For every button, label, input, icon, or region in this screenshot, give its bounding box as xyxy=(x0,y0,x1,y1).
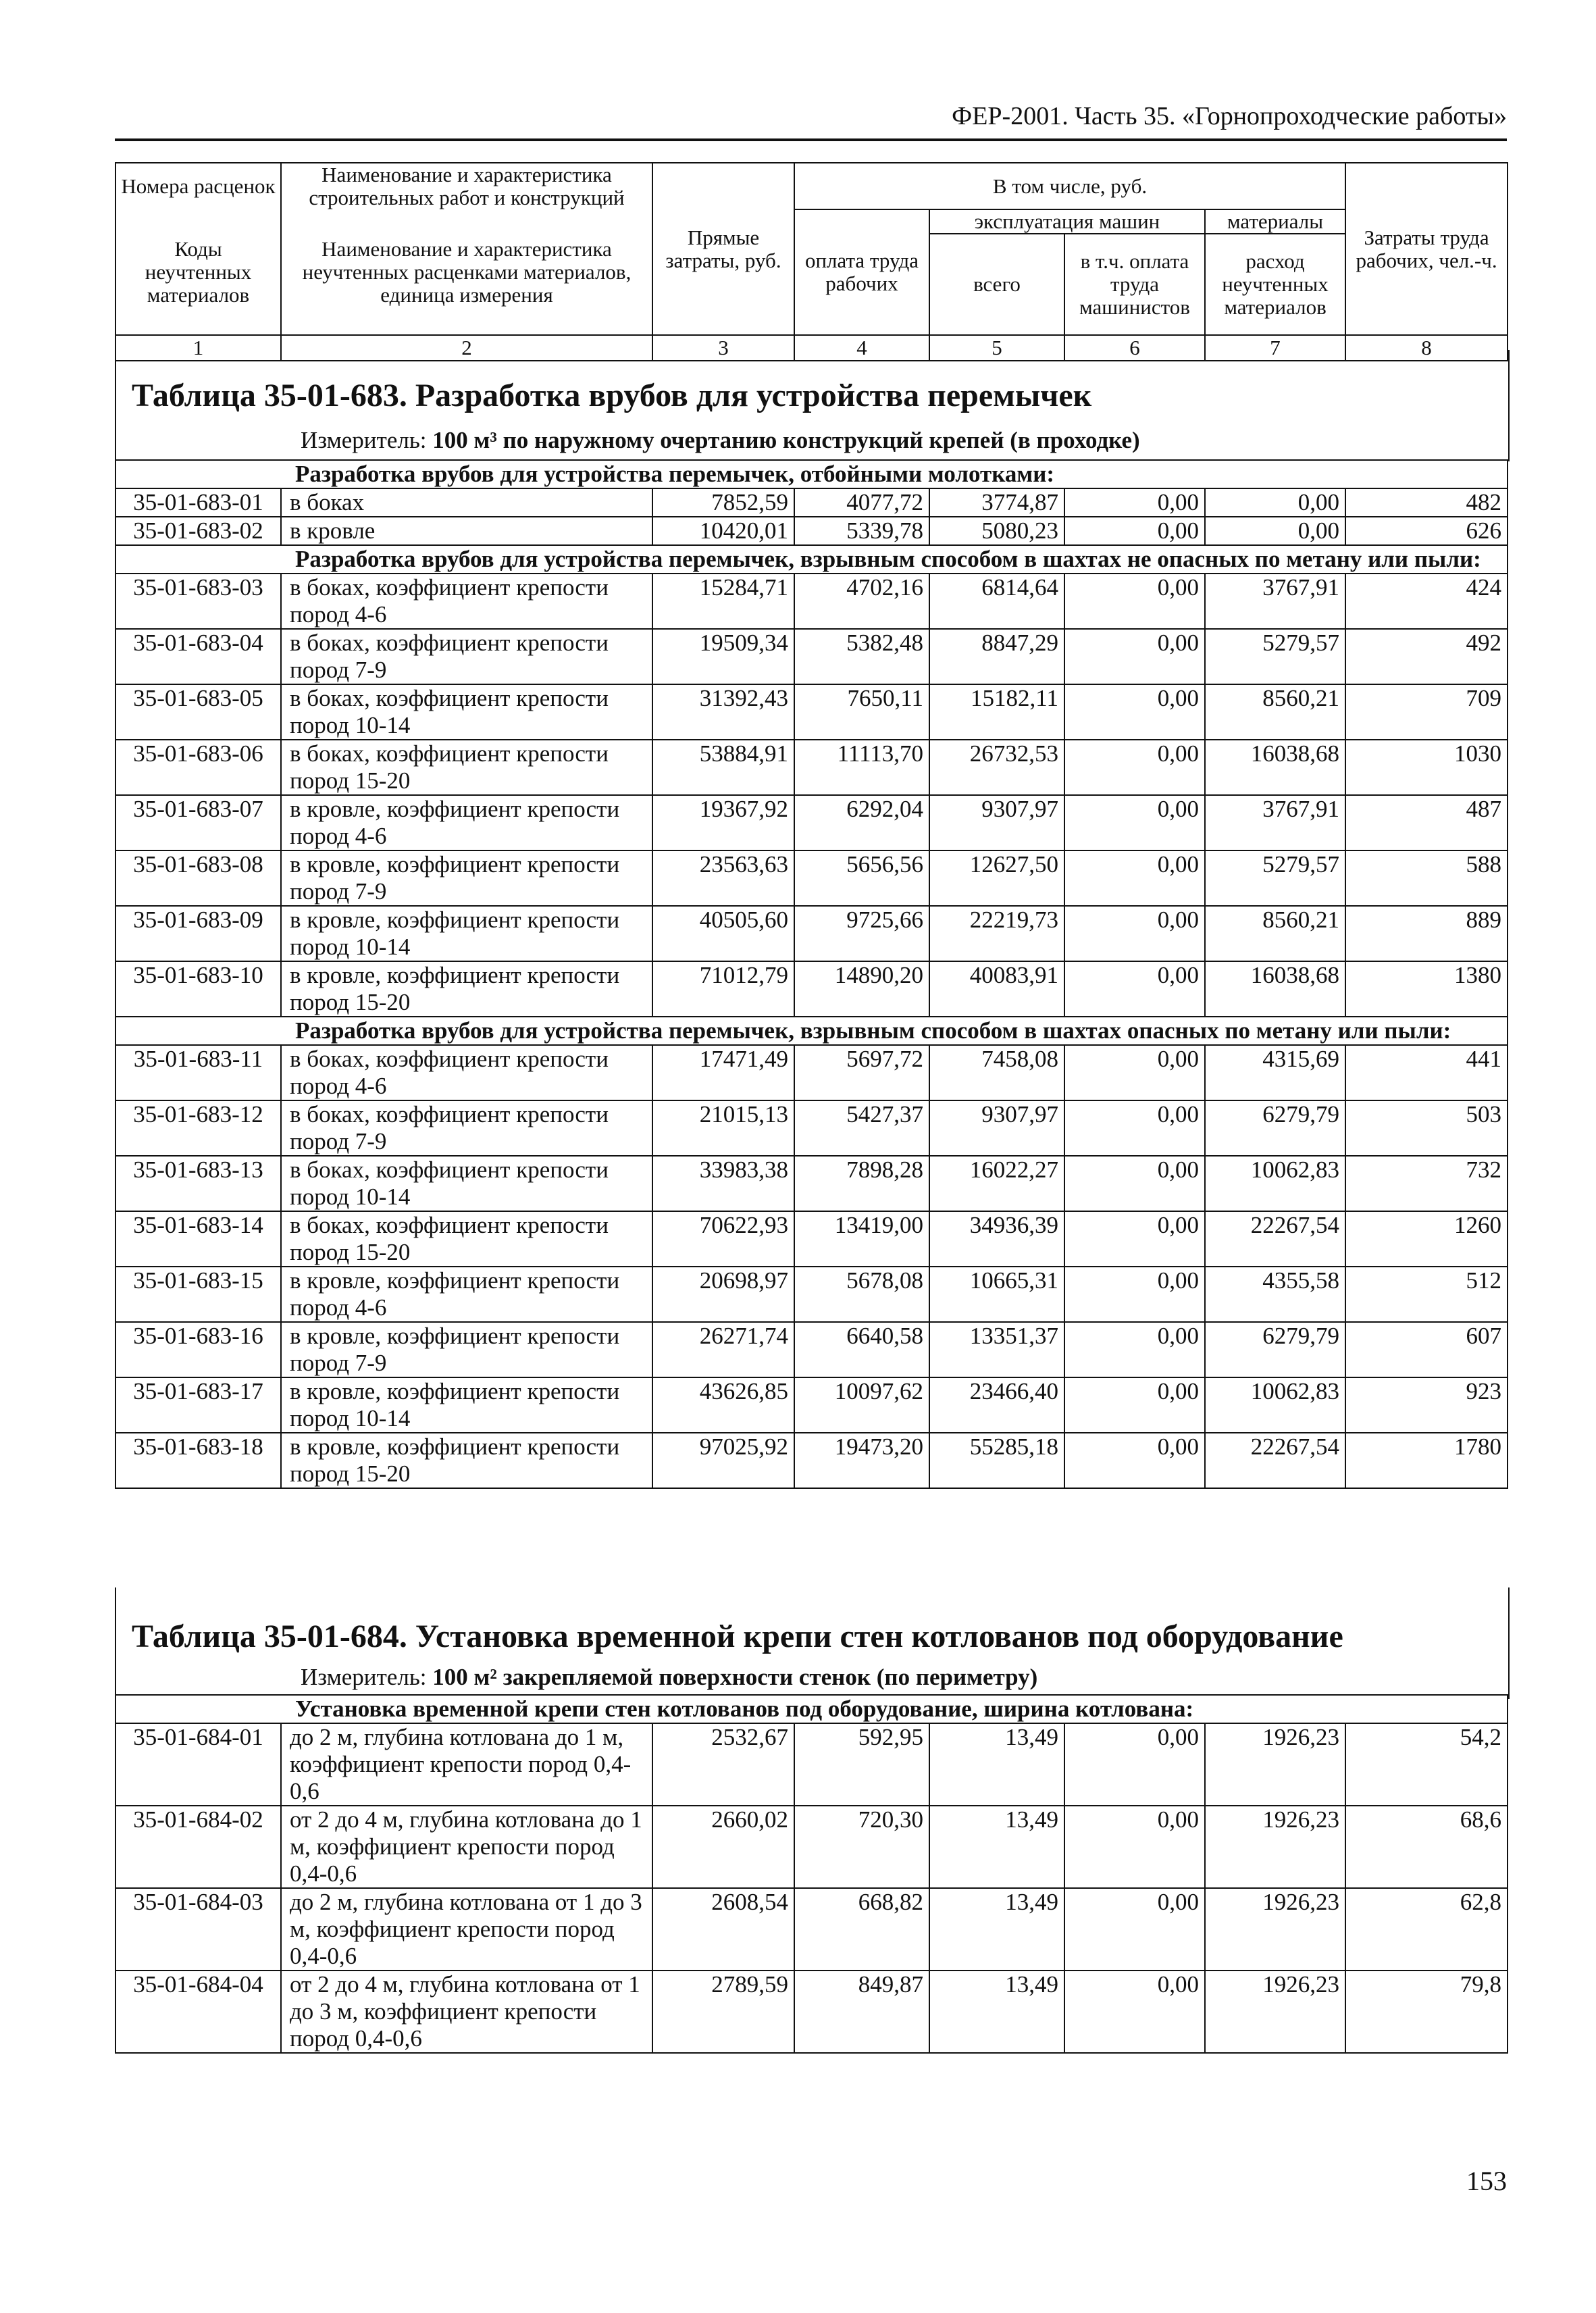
worker-wages-cell: 9725,66 xyxy=(794,906,929,961)
rate-code-cell: 35-01-683-03 xyxy=(115,574,281,629)
machinist-wages-cell: 0,00 xyxy=(1064,1888,1205,1971)
header-machines-total: всего xyxy=(929,234,1064,335)
table-row xyxy=(115,1971,1508,2053)
header-machinist-wages: в т.ч. оплата труда машинистов xyxy=(1064,234,1205,335)
direct-costs-cell: 97025,92 xyxy=(652,1433,794,1488)
table-row xyxy=(115,1045,1508,1100)
labor-costs-cell: 709 xyxy=(1345,684,1508,740)
measure-prefix: Измеритель: xyxy=(301,1664,433,1690)
table-row xyxy=(115,795,1508,850)
direct-costs-cell: 26271,74 xyxy=(652,1322,794,1377)
labor-costs-cell: 487 xyxy=(1345,795,1508,850)
rate-code-cell: 35-01-683-12 xyxy=(115,1100,281,1156)
materials-cell: 5279,57 xyxy=(1205,850,1345,906)
work-description-cell: в кровле, коэффициент крепости пород 15-20 xyxy=(281,961,652,1017)
worker-wages-cell: 668,82 xyxy=(794,1888,929,1971)
direct-costs-cell: 23563,63 xyxy=(652,850,794,906)
table-row xyxy=(115,517,1508,545)
rate-code-cell: 35-01-683-14 xyxy=(115,1211,281,1267)
header-including: В том числе, руб. xyxy=(794,163,1345,209)
machinist-wages-cell: 0,00 xyxy=(1064,1211,1205,1267)
direct-costs-cell: 53884,91 xyxy=(652,740,794,795)
materials-cell: 16038,68 xyxy=(1205,961,1345,1017)
measure-unit: 100 м³ по наружному очертанию конструкций крепей (в проходке) xyxy=(432,427,1140,453)
table-row xyxy=(115,1211,1508,1267)
machines-total-cell: 16022,27 xyxy=(929,1156,1064,1211)
materials-cell: 1926,23 xyxy=(1205,1971,1345,2053)
header-materials: материалы xyxy=(1205,209,1345,234)
machinist-wages-cell: 0,00 xyxy=(1064,740,1205,795)
rate-code-cell: 35-01-683-13 xyxy=(115,1156,281,1211)
labor-costs-cell: 1260 xyxy=(1345,1211,1508,1267)
machinist-wages-cell: 0,00 xyxy=(1064,795,1205,850)
materials-cell: 16038,68 xyxy=(1205,740,1345,795)
machines-total-cell: 3774,87 xyxy=(929,488,1064,517)
work-description-cell: от 2 до 4 м, глубина котлована от 1 до 3 м, коэффициент крепости пород 0,4-0,6 xyxy=(281,1971,652,2053)
table-row xyxy=(115,1806,1508,1888)
section-title: Разработка врубов для устройства перемычек, взрывным способом в шахтах опасных по метану или пыли: xyxy=(115,1017,1508,1045)
labor-costs-cell: 79,8 xyxy=(1345,1971,1508,2053)
rate-code-cell: 35-01-684-02 xyxy=(115,1806,281,1888)
worker-wages-cell: 7898,28 xyxy=(794,1156,929,1211)
worker-wages-cell: 5427,37 xyxy=(794,1100,929,1156)
header-material-consumption: расход неучтенных материалов xyxy=(1205,234,1345,335)
table-row xyxy=(115,1888,1508,1971)
table-row xyxy=(115,488,1508,517)
machines-total-cell: 13,49 xyxy=(929,1806,1064,1888)
machinist-wages-cell: 0,00 xyxy=(1064,1100,1205,1156)
section-header-row xyxy=(115,1695,1508,1723)
worker-wages-cell: 6640,58 xyxy=(794,1322,929,1377)
header-material-codes: Коды неучтенных материалов xyxy=(115,209,281,335)
labor-costs-cell: 889 xyxy=(1345,906,1508,961)
header-labor-costs: Затраты труда рабочих, чел.-ч. xyxy=(1345,163,1508,335)
machines-total-cell: 55285,18 xyxy=(929,1433,1064,1488)
machinist-wages-cell: 0,00 xyxy=(1064,1156,1205,1211)
header-worker-wages: оплата труда рабочих xyxy=(794,209,929,335)
worker-wages-cell: 13419,00 xyxy=(794,1211,929,1267)
materials-cell: 8560,21 xyxy=(1205,906,1345,961)
materials-cell: 0,00 xyxy=(1205,488,1345,517)
labor-costs-cell: 492 xyxy=(1345,629,1508,684)
work-description-cell: в боках xyxy=(281,488,652,517)
work-description-cell: в кровле, коэффициент крепости пород 10-14 xyxy=(281,1377,652,1433)
worker-wages-cell: 5339,78 xyxy=(794,517,929,545)
work-description-cell: в кровле, коэффициент крепости пород 4-6 xyxy=(281,1267,652,1322)
machines-total-cell: 13,49 xyxy=(929,1971,1064,2053)
machines-total-cell: 7458,08 xyxy=(929,1045,1064,1100)
work-description-cell: в боках, коэффициент крепости пород 4-6 xyxy=(281,1045,652,1100)
rate-code-cell: 35-01-683-01 xyxy=(115,488,281,517)
worker-wages-cell: 720,30 xyxy=(794,1806,929,1888)
machinist-wages-cell: 0,00 xyxy=(1064,850,1205,906)
work-description-cell: в боках, коэффициент крепости пород 4-6 xyxy=(281,574,652,629)
table-684 xyxy=(115,1694,1508,2054)
materials-cell: 6279,79 xyxy=(1205,1100,1345,1156)
table-683-measure xyxy=(301,427,1140,454)
rate-code-cell: 35-01-683-06 xyxy=(115,740,281,795)
direct-costs-cell: 33983,38 xyxy=(652,1156,794,1211)
machines-total-cell: 40083,91 xyxy=(929,961,1064,1017)
table-row xyxy=(115,574,1508,629)
rate-code-cell: 35-01-684-03 xyxy=(115,1888,281,1971)
machinist-wages-cell: 0,00 xyxy=(1064,629,1205,684)
direct-costs-cell: 70622,93 xyxy=(652,1211,794,1267)
measure-prefix: Измеритель: xyxy=(301,427,433,453)
worker-wages-cell: 5382,48 xyxy=(794,629,929,684)
table-row xyxy=(115,906,1508,961)
work-description-cell: в кровле, коэффициент крепости пород 10-14 xyxy=(281,906,652,961)
direct-costs-cell: 40505,60 xyxy=(652,906,794,961)
rate-code-cell: 35-01-683-04 xyxy=(115,629,281,684)
section-title: Разработка врубов для устройства перемычек, отбойными молотками: xyxy=(115,460,1508,488)
direct-costs-cell: 2608,54 xyxy=(652,1888,794,1971)
machinist-wages-cell: 0,00 xyxy=(1064,1322,1205,1377)
machines-total-cell: 13351,37 xyxy=(929,1322,1064,1377)
column-number: 1 xyxy=(115,335,281,361)
worker-wages-cell: 5697,72 xyxy=(794,1045,929,1100)
work-description-cell: в боках, коэффициент крепости пород 10-14 xyxy=(281,1156,652,1211)
machines-total-cell: 8847,29 xyxy=(929,629,1064,684)
direct-costs-cell: 20698,97 xyxy=(652,1267,794,1322)
table-683-title: Таблица 35-01-683. Разработка врубов для устройства перемычек xyxy=(132,378,1092,413)
labor-costs-cell: 607 xyxy=(1345,1322,1508,1377)
machines-total-cell: 26732,53 xyxy=(929,740,1064,795)
header-direct-costs: Прямые затраты, руб. xyxy=(652,163,794,335)
column-header-table xyxy=(115,162,1508,361)
machinist-wages-cell: 0,00 xyxy=(1064,1377,1205,1433)
worker-wages-cell: 11113,70 xyxy=(794,740,929,795)
work-description-cell: до 2 м, глубина котлована до 1 м, коэффициент крепости пород 0,4-0,6 xyxy=(281,1723,652,1806)
labor-costs-cell: 482 xyxy=(1345,488,1508,517)
machines-total-cell: 6814,64 xyxy=(929,574,1064,629)
machinist-wages-cell: 0,00 xyxy=(1064,574,1205,629)
machinist-wages-cell: 0,00 xyxy=(1064,1433,1205,1488)
direct-costs-cell: 21015,13 xyxy=(652,1100,794,1156)
machinist-wages-cell: 0,00 xyxy=(1064,488,1205,517)
machines-total-cell: 15182,11 xyxy=(929,684,1064,740)
direct-costs-cell: 10420,01 xyxy=(652,517,794,545)
section-title: Разработка врубов для устройства перемычек, взрывным способом в шахтах не опасных по метану или пыли: xyxy=(115,545,1508,574)
labor-costs-cell: 1030 xyxy=(1345,740,1508,795)
rate-code-cell: 35-01-683-17 xyxy=(115,1377,281,1433)
labor-costs-cell: 626 xyxy=(1345,517,1508,545)
table-row xyxy=(115,740,1508,795)
direct-costs-cell: 7852,59 xyxy=(652,488,794,517)
rate-code-cell: 35-01-683-02 xyxy=(115,517,281,545)
direct-costs-cell: 19367,92 xyxy=(652,795,794,850)
labor-costs-cell: 512 xyxy=(1345,1267,1508,1322)
labor-costs-cell: 923 xyxy=(1345,1377,1508,1433)
materials-cell: 6279,79 xyxy=(1205,1322,1345,1377)
machinist-wages-cell: 0,00 xyxy=(1064,906,1205,961)
rate-code-cell: 35-01-683-05 xyxy=(115,684,281,740)
machines-total-cell: 13,49 xyxy=(929,1888,1064,1971)
table-row xyxy=(115,629,1508,684)
machines-total-cell: 22219,73 xyxy=(929,906,1064,961)
table-683 xyxy=(115,459,1508,1489)
worker-wages-cell: 7650,11 xyxy=(794,684,929,740)
materials-cell: 5279,57 xyxy=(1205,629,1345,684)
header-material-name: Наименование и характеристика неучтенных расценками материалов, единица измерения xyxy=(281,209,652,335)
table-row xyxy=(115,1322,1508,1377)
materials-cell: 1926,23 xyxy=(1205,1723,1345,1806)
section-title: Установка временной крепи стен котлованов под оборудование, ширина котлована: xyxy=(115,1695,1508,1723)
labor-costs-cell: 62,8 xyxy=(1345,1888,1508,1971)
rate-code-cell: 35-01-683-09 xyxy=(115,906,281,961)
machines-total-cell: 13,49 xyxy=(929,1723,1064,1806)
work-description-cell: в кровле, коэффициент крепости пород 7-9 xyxy=(281,850,652,906)
labor-costs-cell: 68,6 xyxy=(1345,1806,1508,1888)
worker-wages-cell: 5678,08 xyxy=(794,1267,929,1322)
rate-code-cell: 35-01-683-07 xyxy=(115,795,281,850)
labor-costs-cell: 732 xyxy=(1345,1156,1508,1211)
labor-costs-cell: 503 xyxy=(1345,1100,1508,1156)
materials-cell: 8560,21 xyxy=(1205,684,1345,740)
labor-costs-cell: 1780 xyxy=(1345,1433,1508,1488)
worker-wages-cell: 14890,20 xyxy=(794,961,929,1017)
table-row xyxy=(115,1377,1508,1433)
column-number: 4 xyxy=(794,335,929,361)
header-machine-operation: эксплуатация машин xyxy=(929,209,1205,234)
direct-costs-cell: 15284,71 xyxy=(652,574,794,629)
column-number: 8 xyxy=(1345,335,1508,361)
running-header: ФЕР-2001. Часть 35. «Горнопроходческие работы» xyxy=(952,102,1507,130)
column-number: 3 xyxy=(652,335,794,361)
materials-cell: 3767,91 xyxy=(1205,795,1345,850)
labor-costs-cell: 54,2 xyxy=(1345,1723,1508,1806)
page-number: 153 xyxy=(1466,2166,1507,2196)
work-description-cell: в кровле, коэффициент крепости пород 7-9 xyxy=(281,1322,652,1377)
direct-costs-cell: 2660,02 xyxy=(652,1806,794,1888)
labor-costs-cell: 424 xyxy=(1345,574,1508,629)
direct-costs-cell: 2532,67 xyxy=(652,1723,794,1806)
rate-code-cell: 35-01-683-16 xyxy=(115,1322,281,1377)
table-row xyxy=(115,1156,1508,1211)
direct-costs-cell: 2789,59 xyxy=(652,1971,794,2053)
machines-total-cell: 9307,97 xyxy=(929,1100,1064,1156)
table-row xyxy=(115,850,1508,906)
worker-wages-cell: 6292,04 xyxy=(794,795,929,850)
work-description-cell: в боках, коэффициент крепости пород 15-20 xyxy=(281,740,652,795)
materials-cell: 4315,69 xyxy=(1205,1045,1345,1100)
machinist-wages-cell: 0,00 xyxy=(1064,1723,1205,1806)
machines-total-cell: 9307,97 xyxy=(929,795,1064,850)
rate-code-cell: 35-01-683-11 xyxy=(115,1045,281,1100)
machinist-wages-cell: 0,00 xyxy=(1064,517,1205,545)
machines-total-cell: 34936,39 xyxy=(929,1211,1064,1267)
work-description-cell: до 2 м, глубина котлована от 1 до 3 м, коэффициент крепости пород 0,4-0,6 xyxy=(281,1888,652,1971)
materials-cell: 3767,91 xyxy=(1205,574,1345,629)
column-number: 7 xyxy=(1205,335,1345,361)
materials-cell: 4355,58 xyxy=(1205,1267,1345,1322)
section-header-row xyxy=(115,460,1508,488)
labor-costs-cell: 441 xyxy=(1345,1045,1508,1100)
materials-cell: 1926,23 xyxy=(1205,1806,1345,1888)
table-684-title: Таблица 35-01-684. Установка временной крепи стен котлованов под оборудование xyxy=(132,1619,1343,1654)
direct-costs-cell: 71012,79 xyxy=(652,961,794,1017)
machines-total-cell: 23466,40 xyxy=(929,1377,1064,1433)
direct-costs-cell: 17471,49 xyxy=(652,1045,794,1100)
work-description-cell: в кровле, коэффициент крепости пород 4-6 xyxy=(281,795,652,850)
worker-wages-cell: 4077,72 xyxy=(794,488,929,517)
rate-code-cell: 35-01-683-18 xyxy=(115,1433,281,1488)
machinist-wages-cell: 0,00 xyxy=(1064,1267,1205,1322)
materials-cell: 10062,83 xyxy=(1205,1377,1345,1433)
direct-costs-cell: 31392,43 xyxy=(652,684,794,740)
materials-cell: 22267,54 xyxy=(1205,1433,1345,1488)
rate-code-cell: 35-01-683-15 xyxy=(115,1267,281,1322)
table-row xyxy=(115,1433,1508,1488)
table-row xyxy=(115,1100,1508,1156)
header-rate-numbers: Номера расценок xyxy=(115,163,281,209)
worker-wages-cell: 592,95 xyxy=(794,1723,929,1806)
machines-total-cell: 12627,50 xyxy=(929,850,1064,906)
machinist-wages-cell: 0,00 xyxy=(1064,684,1205,740)
section-header-row xyxy=(115,545,1508,574)
machinist-wages-cell: 0,00 xyxy=(1064,1045,1205,1100)
section-header-row xyxy=(115,1017,1508,1045)
column-number: 6 xyxy=(1064,335,1205,361)
worker-wages-cell: 4702,16 xyxy=(794,574,929,629)
worker-wages-cell: 10097,62 xyxy=(794,1377,929,1433)
worker-wages-cell: 19473,20 xyxy=(794,1433,929,1488)
table-row xyxy=(115,1723,1508,1806)
column-number: 2 xyxy=(281,335,652,361)
machinist-wages-cell: 0,00 xyxy=(1064,1971,1205,2053)
labor-costs-cell: 1380 xyxy=(1345,961,1508,1017)
rate-code-cell: 35-01-684-01 xyxy=(115,1723,281,1806)
column-number: 5 xyxy=(929,335,1064,361)
work-description-cell: в кровле xyxy=(281,517,652,545)
machinist-wages-cell: 0,00 xyxy=(1064,961,1205,1017)
table-row xyxy=(115,961,1508,1017)
materials-cell: 1926,23 xyxy=(1205,1888,1345,1971)
work-description-cell: от 2 до 4 м, глубина котлована до 1 м, коэффициент крепости пород 0,4-0,6 xyxy=(281,1806,652,1888)
table-row xyxy=(115,684,1508,740)
measure-unit: 100 м² закрепляемой поверхности стенок (по периметру) xyxy=(432,1664,1038,1690)
materials-cell: 22267,54 xyxy=(1205,1211,1345,1267)
work-description-cell: в кровле, коэффициент крепости пород 15-20 xyxy=(281,1433,652,1488)
table-row xyxy=(115,1267,1508,1322)
rate-code-cell: 35-01-683-08 xyxy=(115,850,281,906)
materials-cell: 10062,83 xyxy=(1205,1156,1345,1211)
materials-cell: 0,00 xyxy=(1205,517,1345,545)
work-description-cell: в боках, коэффициент крепости пород 7-9 xyxy=(281,629,652,684)
worker-wages-cell: 849,87 xyxy=(794,1971,929,2053)
work-description-cell: в боках, коэффициент крепости пород 10-14 xyxy=(281,684,652,740)
table-684-measure xyxy=(301,1664,1037,1691)
work-description-cell: в боках, коэффициент крепости пород 7-9 xyxy=(281,1100,652,1156)
machines-total-cell: 10665,31 xyxy=(929,1267,1064,1322)
header-rule xyxy=(115,138,1507,141)
direct-costs-cell: 43626,85 xyxy=(652,1377,794,1433)
worker-wages-cell: 5656,56 xyxy=(794,850,929,906)
machinist-wages-cell: 0,00 xyxy=(1064,1806,1205,1888)
header-work-name: Наименование и характеристика строительных работ и конструкций xyxy=(281,163,652,209)
labor-costs-cell: 588 xyxy=(1345,850,1508,906)
machines-total-cell: 5080,23 xyxy=(929,517,1064,545)
work-description-cell: в боках, коэффициент крепости пород 15-20 xyxy=(281,1211,652,1267)
rate-code-cell: 35-01-683-10 xyxy=(115,961,281,1017)
direct-costs-cell: 19509,34 xyxy=(652,629,794,684)
rate-code-cell: 35-01-684-04 xyxy=(115,1971,281,2053)
